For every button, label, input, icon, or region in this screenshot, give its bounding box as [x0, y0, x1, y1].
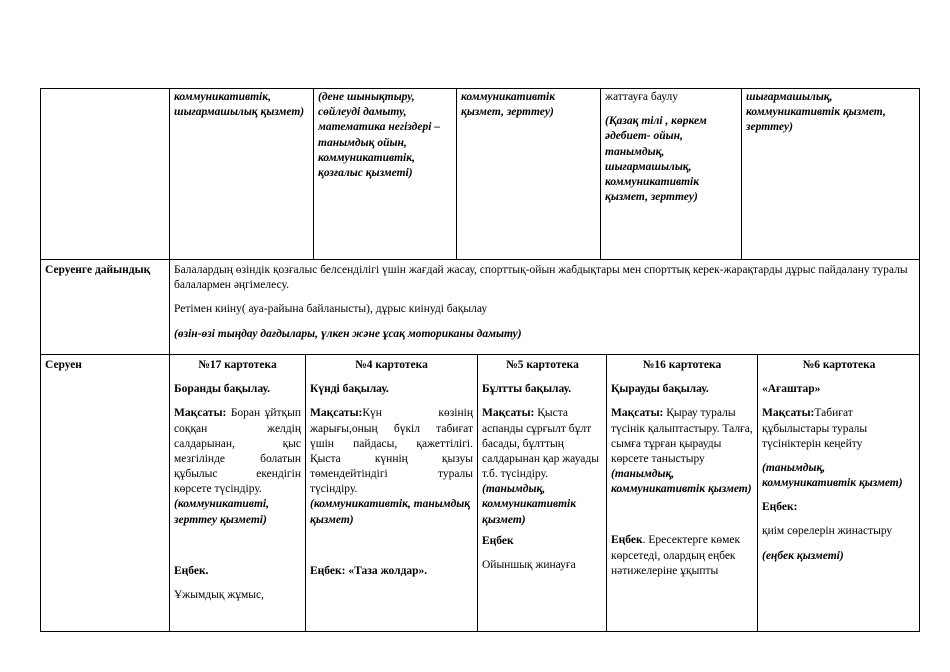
walk-day-1 — [174, 358, 301, 630]
work-label: Еңбек: «Таза жолдар». — [310, 564, 428, 577]
row1-cell-4 — [461, 90, 595, 120]
work-text: Ұжымдық жұмыс, — [174, 588, 264, 601]
goal-label: Мақсаты: — [762, 407, 815, 420]
row3-label-cell — [45, 358, 167, 373]
row-divider-1 — [40, 259, 920, 260]
card-number: №5 картотека — [506, 359, 579, 371]
observation-title: Боранды бақылау. — [174, 383, 270, 396]
table-border-bottom — [40, 631, 920, 632]
goal-paragraph — [482, 406, 603, 482]
activity-type-2: (еңбек қызметі) — [762, 549, 844, 562]
goal-label: Мақсаты: — [482, 407, 535, 420]
walk-day-2 — [310, 358, 473, 630]
goal-text: Күн көзінің жарығы,оның бүкіл табиғат үшін пайдасы, қажеттілігі. Қыста күннің қызуы төмендейтіндігі туралы түсіндіру. — [310, 407, 473, 496]
observation-title: Бұлтты бақылау. — [482, 383, 572, 396]
row1-cell-6-text: шығармашылық, коммуникативтік қызмет, зерттеу) — [746, 91, 886, 134]
goal-text: Қыста аспанды сұрғылт бұлт басады, бұлттың салдарынан қар жауады т.б. түсіндіру. — [482, 407, 599, 481]
skills-activity: (өзін-өзі тыңдау дағдылары, үлкен және ұсақ моториканы дамыту) — [174, 327, 522, 340]
table-border-top — [40, 88, 920, 89]
goal-paragraph — [310, 406, 473, 497]
work-label: Еңбек. — [174, 564, 209, 577]
activity-type: (танымдық, коммуникативтік қызмет) — [611, 468, 752, 496]
row2-content-cell — [174, 263, 914, 342]
card-number: №16 картотека — [642, 359, 722, 371]
walk-preparation-text: Балалардың өзіндік қозғалыс белсенділігі үшін жағдай жасау, спорттық-ойын жабдықтары мен спорттық керек-жарақтарды дұрыс пайдалану туралы балалармен әңгімелесу. — [174, 264, 908, 292]
goal-label: Мақсаты: — [611, 407, 664, 420]
row1-cell-6 — [746, 90, 916, 136]
card-number: №4 картотека — [355, 359, 428, 371]
work-label: Еңбек: — [762, 501, 798, 514]
schedule-table — [40, 88, 920, 632]
work-text: . Ересектерге көмек көрсетеді, олардың еңбек нәтижелеріне ұқыпты — [611, 534, 741, 577]
row1-col-divider — [456, 88, 457, 259]
row1-cell-2-text: коммуникативтік, шығармашылық қызмет) — [174, 91, 305, 119]
row3-col-divider — [757, 354, 758, 632]
row1-cell-4-text: коммуникативтік қызмет, зерттеу) — [461, 91, 556, 119]
work-text: қиім сөрелерін жинастыру — [762, 525, 893, 538]
observation-title: Қырауды бақылау. — [611, 383, 709, 396]
goal-paragraph — [762, 406, 916, 452]
walk-day-4 — [611, 358, 753, 630]
goal-text: Боран ұйтқып соққан желдің салдарынан, қыс мезгілінде болатын құбылыс екендігін көрсете түсіндіру. — [174, 407, 301, 496]
walk-day-5 — [762, 358, 916, 630]
work-text: Ойыншық жинауға — [482, 558, 576, 571]
card-number: №17 картотека — [198, 359, 277, 371]
row3-col-divider — [477, 354, 478, 632]
row3-col-divider — [606, 354, 607, 632]
activity-type: (коммуникативті, зерттеу қызметі) — [174, 498, 269, 526]
walk-day-3 — [482, 358, 603, 630]
row1-col-divider — [600, 88, 601, 259]
dressing-text: Ретімен киіну( ауа-райына байланысты), дұрыс киінуді бақылау — [174, 303, 488, 316]
goal-label: Мақсаты: — [310, 407, 363, 420]
goal-paragraph — [174, 406, 301, 497]
activity-type: (танымдық, коммуникативтік қызмет) — [762, 461, 903, 490]
row1-cell-5 — [605, 90, 737, 205]
walk-label: Серуен — [45, 359, 82, 371]
row1-cell-5-activity: (Қазақ тілі , көркем әдебиет- ойын, танымдық, шығармашылық, коммуникативтік қызмет, зерттеу) — [605, 115, 707, 204]
row1-col-divider — [313, 88, 314, 259]
row1-cell-3-text: (дене шынықтыру, сөйлеуді дамыту, математика негіздері – танымдық ойын, коммуникативтік, қозғалыс қызметі) — [318, 91, 441, 179]
work-label: Еңбек — [611, 534, 643, 547]
activity-type: (танымдық, коммуникативтік қызмет) — [482, 483, 577, 526]
goal-text: Табиғат құбылыстары туралы түсініктерін кеңейту — [762, 407, 868, 450]
row-divider-2 — [40, 354, 920, 355]
goal-paragraph — [611, 406, 753, 497]
activity-type: (коммуникативтік, танымдық қызмет) — [310, 498, 471, 526]
observation-title: Күнді бақылау. — [310, 383, 389, 396]
row1-cell-3 — [318, 90, 452, 181]
goal-label: Мақсаты: — [174, 407, 227, 420]
row1-cell-5-plain: жаттауға баулу — [605, 91, 679, 103]
row3-col-divider — [305, 354, 306, 632]
row1-col-divider — [741, 88, 742, 259]
card-number: №6 картотека — [802, 359, 876, 371]
work-paragraph — [611, 533, 753, 579]
row2-label-cell — [45, 263, 167, 278]
walk-preparation-label: Серуенге дайындық — [45, 264, 151, 276]
table-border-right — [919, 88, 920, 632]
label-column-divider — [169, 88, 170, 632]
table-border-left — [40, 88, 41, 632]
observation-title: «Ағаштар» — [762, 383, 821, 396]
work-label: Еңбек — [482, 534, 514, 547]
goal-text: Қырау туралы түсінік қалыптастыру. Талға, сымға тұрған қырауды көрсете таныстыру — [611, 407, 753, 465]
row1-cell-2 — [174, 90, 308, 120]
